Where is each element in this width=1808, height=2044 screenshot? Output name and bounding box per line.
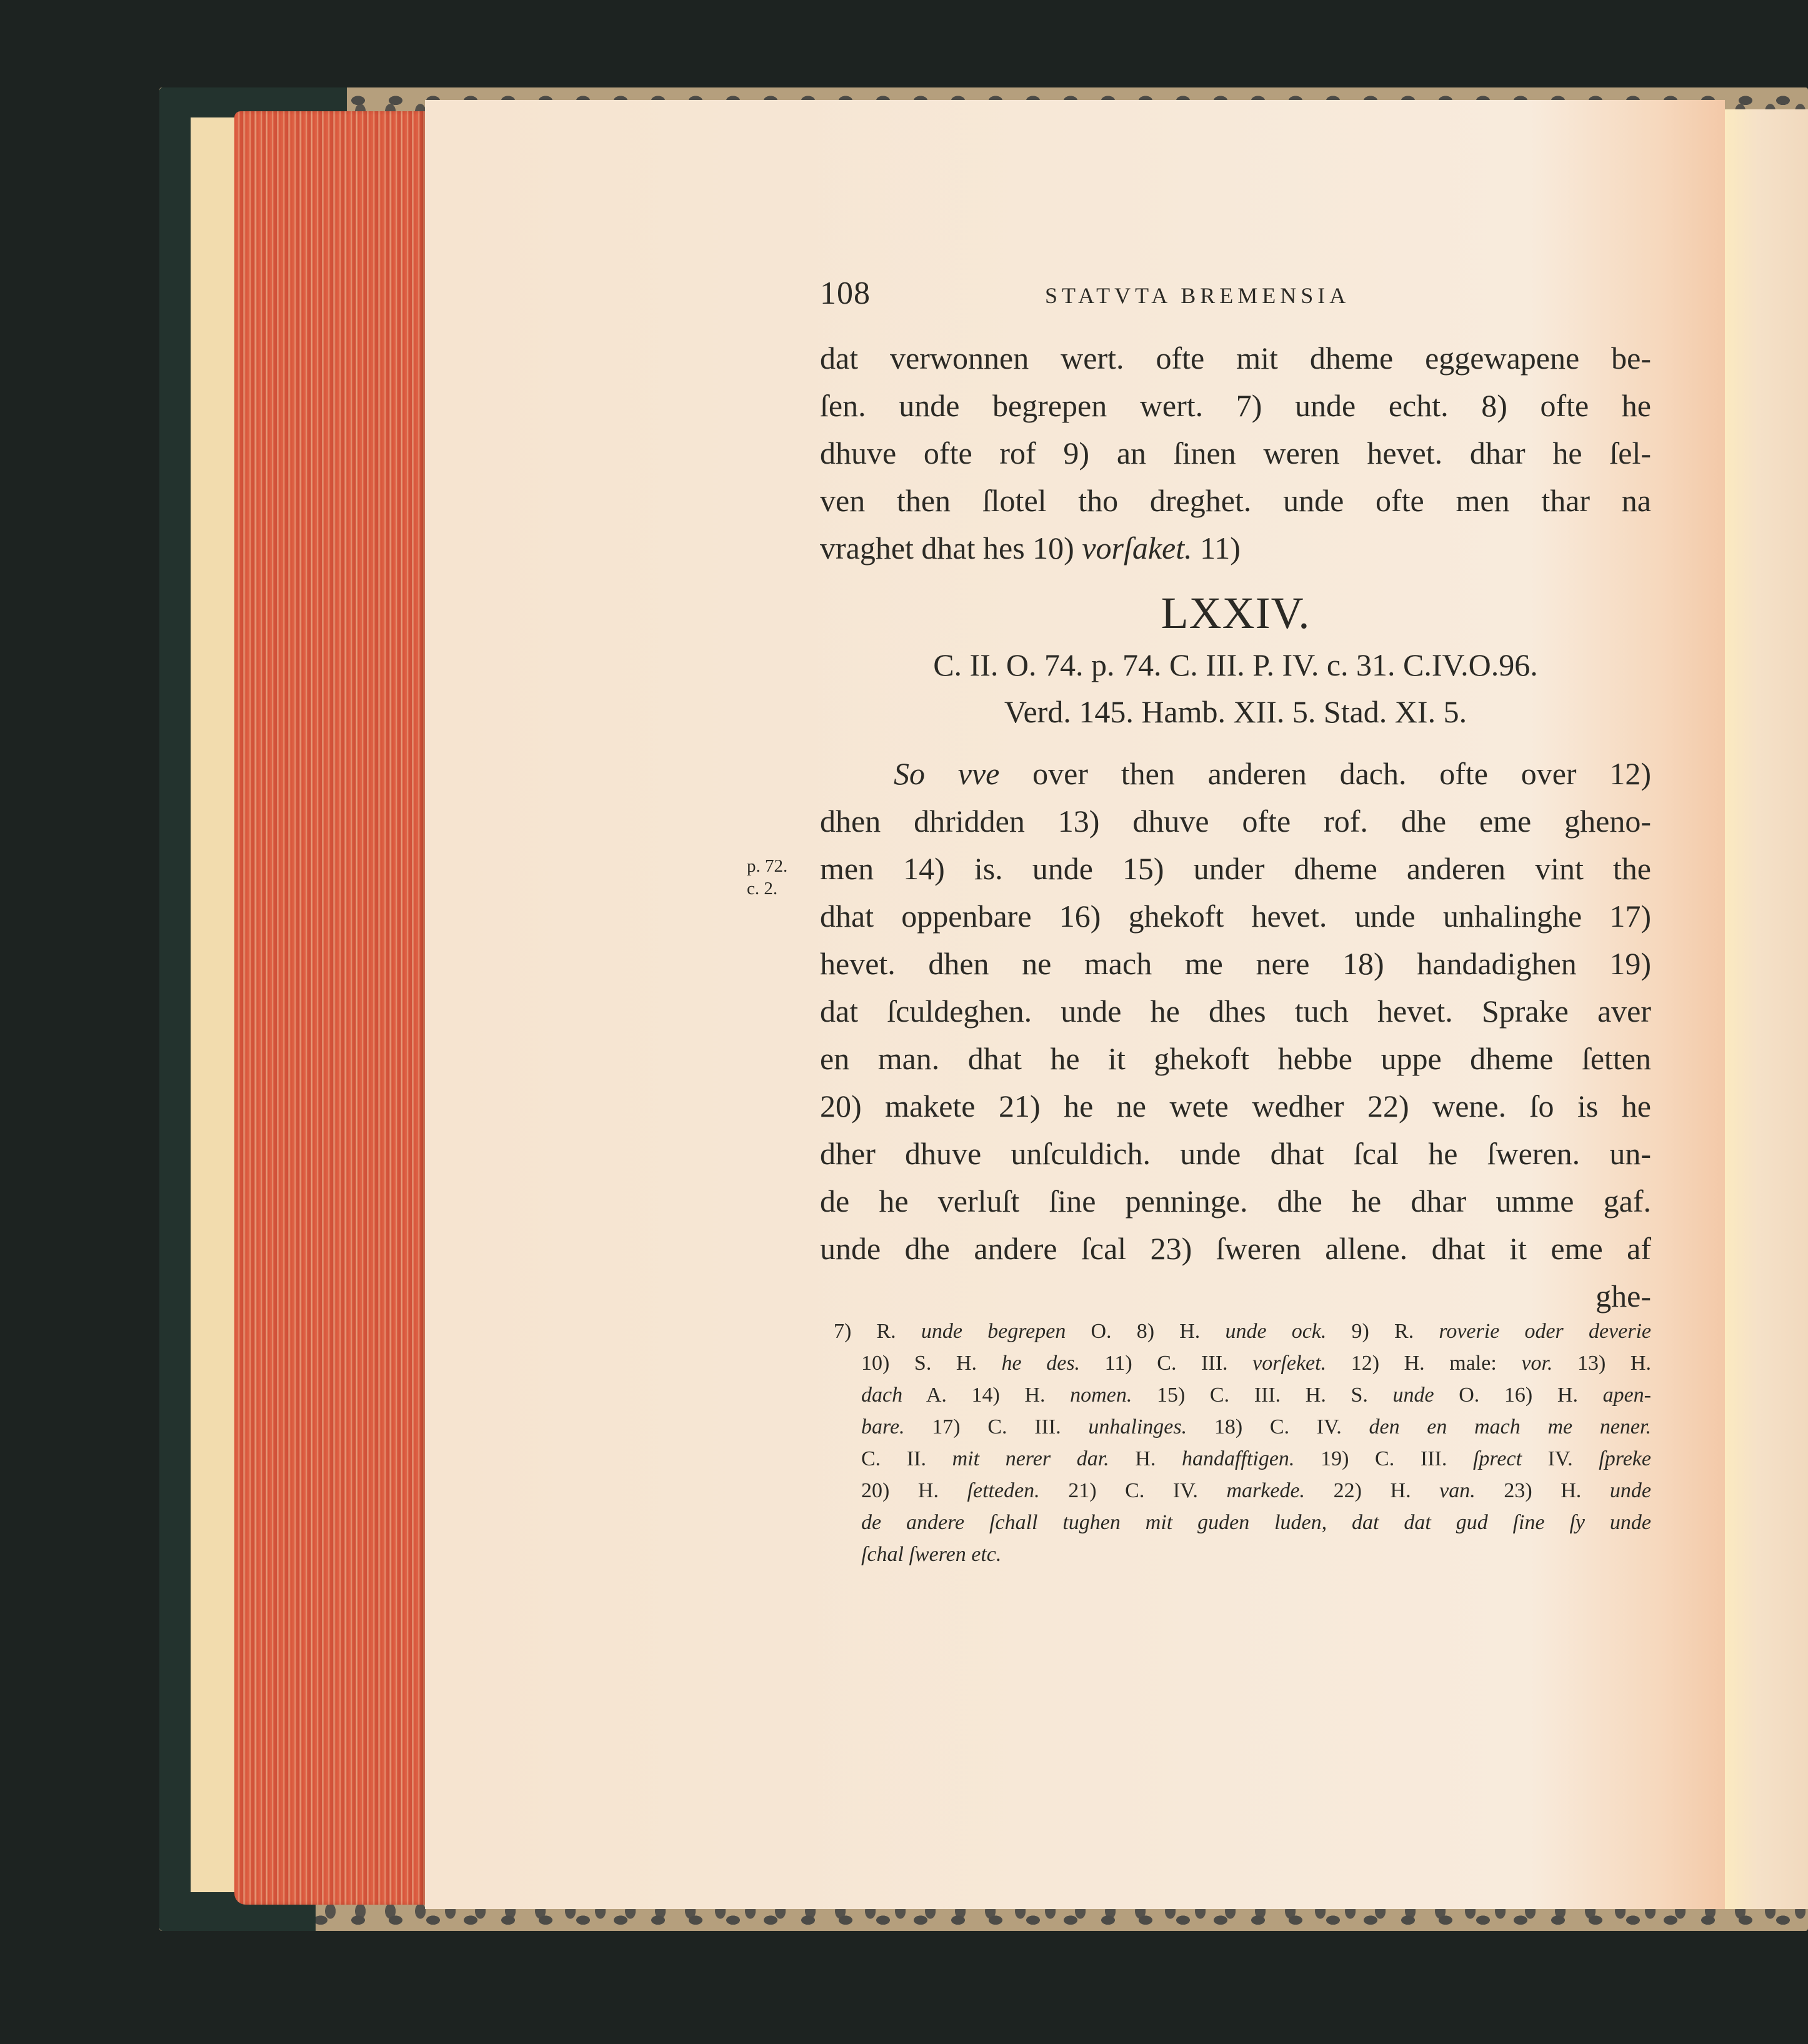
footnote-text: 21) C. IV.: [1039, 1479, 1227, 1502]
running-title: STATVTA BREMENSIA: [1045, 283, 1351, 308]
marginal-reference: [747, 855, 822, 900]
footnote-text: 23) H.: [1475, 1479, 1610, 1502]
footnote-line: [845, 1538, 1651, 1570]
footnote-variant-reading: dach: [861, 1383, 903, 1407]
footnote-variant-reading: mit nerer dar.: [952, 1447, 1109, 1470]
margin-page-ref: p. 72.: [747, 856, 788, 876]
text-line: dat ſculdeghen. unde he dhes tuch hevet. Sprake aver: [820, 994, 1651, 1029]
footnote-variant-reading: den en mach me nener.: [1369, 1415, 1651, 1438]
text-line: ſen. unde begrepen wert. 7) unde echt. 8) ofte he: [820, 388, 1651, 423]
footnote-text: 7) R.: [834, 1320, 921, 1343]
running-head: [820, 275, 1420, 319]
text-fragment: over then anderen dach. ofte over 12): [999, 756, 1651, 791]
footnote-variant-reading: ſpreke: [1599, 1447, 1651, 1470]
footnote-line: [834, 1315, 1651, 1347]
text-block-continuation: [820, 334, 1651, 572]
text-line: ven then ſlotel tho dreghet. unde ofte men thar na: [820, 483, 1651, 518]
text-line: unde dhe andere ſcal 23) ſweren allene. dhat it eme af: [820, 1231, 1651, 1266]
footnote-line: [845, 1475, 1651, 1507]
footnote-text: O. 8) H.: [1066, 1320, 1226, 1343]
footnote-variant-reading: unde: [1609, 1479, 1651, 1502]
text-line: men 14) is. unde 15) under dheme anderen vint the: [820, 851, 1651, 886]
footnote-text: O. 16) H.: [1434, 1383, 1603, 1407]
catchword: ghe-: [1596, 1279, 1651, 1314]
footnote-variant-reading: de andere ſchall tughen mit guden luden, dat dat gud ſine ſy unde: [861, 1511, 1651, 1534]
footnote-text: H.: [1109, 1447, 1182, 1470]
footnote-text: 18) C. IV.: [1187, 1415, 1369, 1438]
text-line: [820, 750, 1651, 797]
footnote-variant-reading: unhalinges.: [1088, 1415, 1187, 1438]
footnote-line: [845, 1379, 1651, 1411]
footnote-variant-reading: apen-: [1602, 1383, 1651, 1407]
facing-page-edge: [1725, 109, 1808, 1909]
footnote-text: 19) C. III.: [1294, 1447, 1473, 1470]
footnote-variant-reading: unde ock.: [1225, 1320, 1327, 1343]
footnote-variant-reading: ſetteden.: [967, 1479, 1040, 1502]
footnote-text: 11) C. III.: [1080, 1352, 1253, 1375]
footnote-line: [845, 1443, 1651, 1475]
footnote-text: A. 14) H.: [902, 1383, 1071, 1407]
text-line: dhen dhridden 13) dhuve ofte rof. dhe eme gheno-: [820, 804, 1651, 839]
footnote-variant-reading: van.: [1439, 1479, 1476, 1502]
text-line: dher dhuve unſculdich. unde dhat ſcal he ſweren. un-: [820, 1136, 1651, 1171]
footnote-variant-reading: he des.: [1001, 1352, 1081, 1375]
footnote-variant-reading: vorſeket.: [1252, 1352, 1327, 1375]
footnotes: [834, 1315, 1651, 1570]
footnote-text: 12) H. male:: [1326, 1352, 1522, 1375]
footnote-text: 22) H.: [1305, 1479, 1440, 1502]
footnote-text: C. II.: [861, 1447, 952, 1470]
footnote-text: 13) H.: [1552, 1352, 1651, 1375]
footnote-text: 15) C. III. H. S.: [1132, 1383, 1393, 1407]
footnote-variant-reading: ſchal ſweren etc.: [861, 1543, 1002, 1566]
text-line: dhat oppenbare 16) ghekoft hevet. unde unhalinghe 17): [820, 899, 1651, 934]
footnote-ref: 11): [1192, 531, 1241, 566]
footnote-variant-reading: bare.: [861, 1415, 905, 1438]
text-line: en man. dhat he it ghekoft hebbe uppe dheme ſetten: [820, 1041, 1651, 1076]
footnote-variant-reading: roverie oder deverie: [1439, 1320, 1651, 1343]
footnote-text: IV.: [1522, 1447, 1599, 1470]
chapter-heading: LXXIV.: [1161, 588, 1311, 638]
footnote-variant-reading: vor.: [1521, 1352, 1553, 1375]
footnote-text: 20) H.: [861, 1479, 967, 1502]
text-line: 20) makete 21) he ne wete wedher 22) wene. ſo is he: [820, 1089, 1651, 1124]
footnote-text: 17) C. III.: [904, 1415, 1089, 1438]
footnote-line: [845, 1507, 1651, 1538]
footnote-variant-reading: handafftigen.: [1182, 1447, 1295, 1470]
footnote-line: [845, 1347, 1651, 1379]
chapter-text: [820, 750, 1651, 1320]
text-line: dat verwonnen wert. ofte mit dheme eggewapene be-: [820, 341, 1651, 376]
footnote-text: 10) S. H.: [861, 1352, 1002, 1375]
concordance-line: Verd. 145. Hamb. XII. 5. Stad. XI. 5.: [1004, 694, 1467, 729]
footnote-line: [845, 1411, 1651, 1443]
footnote-variant-reading: unde begrepen: [921, 1320, 1066, 1343]
text-line: dhuve ofte rof 9) an ſinen weren hevet. dhar he ſel-: [820, 436, 1651, 471]
text-line: hevet. dhen ne mach me nere 18) handadighen 19): [820, 946, 1651, 981]
margin-chapter-ref: c. 2.: [747, 879, 778, 899]
text-fragment: vraghet dhat hes 10): [820, 531, 1082, 566]
italic-text: vorſaket.: [1082, 531, 1192, 566]
footnote-variant-reading: unde: [1392, 1383, 1434, 1407]
footnote-variant-reading: nomen.: [1070, 1383, 1132, 1407]
italic-incipit: So vve: [894, 756, 1000, 791]
red-sprinkled-page-edges: [234, 111, 425, 1905]
text-line: de he verluſt ſine penninge. dhe he dhar umme gaf.: [820, 1184, 1651, 1219]
footnote-variant-reading: markede.: [1226, 1479, 1306, 1502]
footnote-variant-reading: ſprect: [1472, 1447, 1522, 1470]
text-line: [820, 524, 1651, 572]
concordance-line: C. II. O. 74. p. 74. C. III. P. IV. c. 31. C.IV.O.96.: [933, 647, 1538, 682]
footnote-text: 9) R.: [1326, 1320, 1439, 1343]
page-number: 108: [820, 276, 871, 311]
